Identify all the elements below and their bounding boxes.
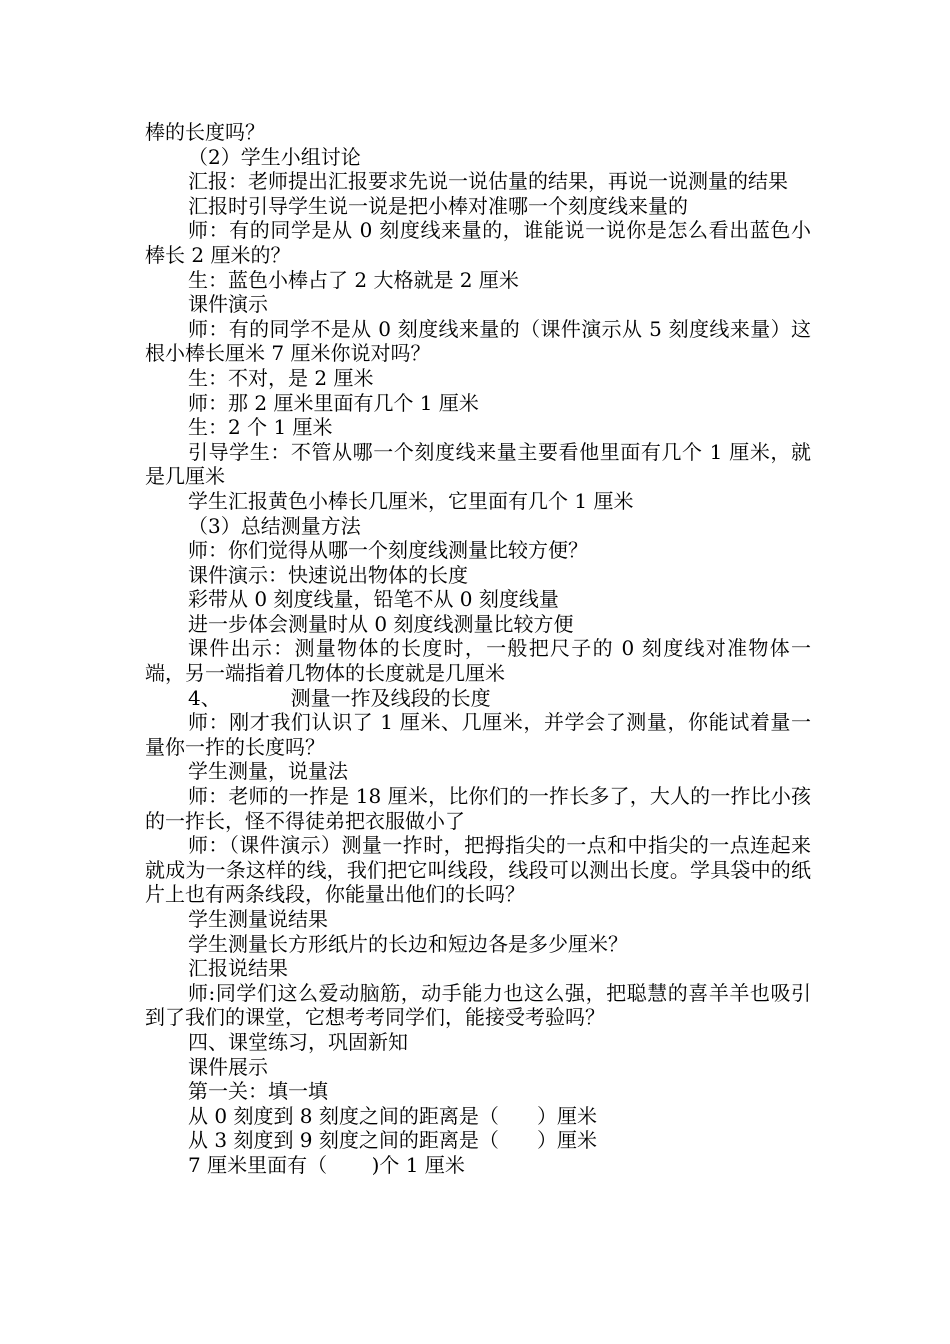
paragraph: 课件演示：快速说出物体的长度: [188, 562, 468, 587]
paragraph: 棒的长度吗？: [145, 120, 265, 144]
paragraph: 4、 测量一拃及线段的长度: [188, 685, 491, 710]
paragraph: 7 厘米里面有（ )个 1 厘米: [188, 1152, 465, 1177]
paragraph: 生：2 个 1 厘米: [188, 415, 333, 440]
paragraph: 从 0 刻度到 8 刻度之间的距离是（ ）厘米: [188, 1103, 598, 1128]
paragraph: 课件演示: [188, 292, 268, 317]
paragraph: 师：你们觉得从哪一个刻度线测量比较方便？: [188, 538, 588, 563]
paragraph: 师:同学们这么爱动脑筋，动手能力也这么强，把聪慧的喜羊羊也吸引到了我们的课堂，它想考考同学们，能接受考验吗？: [145, 980, 811, 1030]
paragraph: 学生测量长方形纸片的长边和短边各是多少厘米？: [188, 931, 628, 956]
paragraph: 生：蓝色小棒占了 2 大格就是 2 厘米: [188, 267, 519, 292]
paragraph: 师：刚才我们认识了 1 厘米、几厘米，并学会了测量，你能试着量一量你一拃的长度吗？: [145, 710, 811, 759]
paragraph: 汇报说结果: [188, 956, 288, 981]
paragraph: （2）学生小组讨论: [188, 144, 361, 169]
paragraph: 汇报：老师提出汇报要求先说一说估量的结果，再说一说测量的结果: [188, 169, 788, 194]
paragraph: 课件出示：测量物体的长度时，一般把尺子的 0 刻度线对准物体一端，另一端指着几物体的长度就是几厘米: [145, 636, 811, 686]
paragraph: 学生测量，说量法: [188, 759, 348, 784]
paragraph: （3）总结测量方法: [188, 513, 361, 538]
paragraph: 师：（课件演示）测量一拃时，把拇指尖的一点和中指尖的一点连起来就成为一条这样的线，我们把它叫线段，线段可以测出长度。学具袋中的纸片上也有两条线段，你能量出他们的长吗？: [145, 833, 811, 907]
paragraph: 从 3 刻度到 9 刻度之间的距离是（ ）厘米: [188, 1128, 598, 1153]
paragraph: 师：那 2 厘米里面有几个 1 厘米: [188, 390, 479, 415]
document-body: [145, 120, 811, 1178]
paragraph: 学生汇报黄色小棒长几厘米，它里面有几个 1 厘米: [188, 488, 634, 513]
paragraph: 第一关：填一填: [188, 1079, 328, 1104]
paragraph: 课件展示: [188, 1054, 268, 1079]
paragraph: 进一步体会测量时从 0 刻度线测量比较方便: [188, 611, 574, 636]
paragraph: 师：有的同学是从 0 刻度线来量的，谁能说一说你是怎么看出蓝色小棒长 2 厘米的？: [145, 218, 811, 267]
paragraph: 彩带从 0 刻度线量，铅笔不从 0 刻度线量: [188, 587, 559, 612]
paragraph: 汇报时引导学生说一说是把小棒对准哪一个刻度线来量的: [188, 193, 688, 218]
paragraph: 生：不对，是 2 厘米: [188, 365, 374, 390]
paragraph: 师：老师的一拃是 18 厘米，比你们的一拃长多了，大人的一拃比小孩的一拃长，怪不得徒弟把衣服做小了: [145, 784, 811, 833]
paragraph: 学生测量说结果: [188, 907, 328, 931]
paragraph: 师：有的同学不是从 0 刻度线来量的（课件演示从 5 刻度线来量）这根小棒长厘米 7 厘米你说对吗？: [145, 316, 811, 366]
paragraph: 四、课堂练习，巩固新知: [188, 1029, 408, 1054]
paragraph: 引导学生：不管从哪一个刻度线来量主要看他里面有几个 1 厘米，就是几厘米: [145, 439, 811, 489]
